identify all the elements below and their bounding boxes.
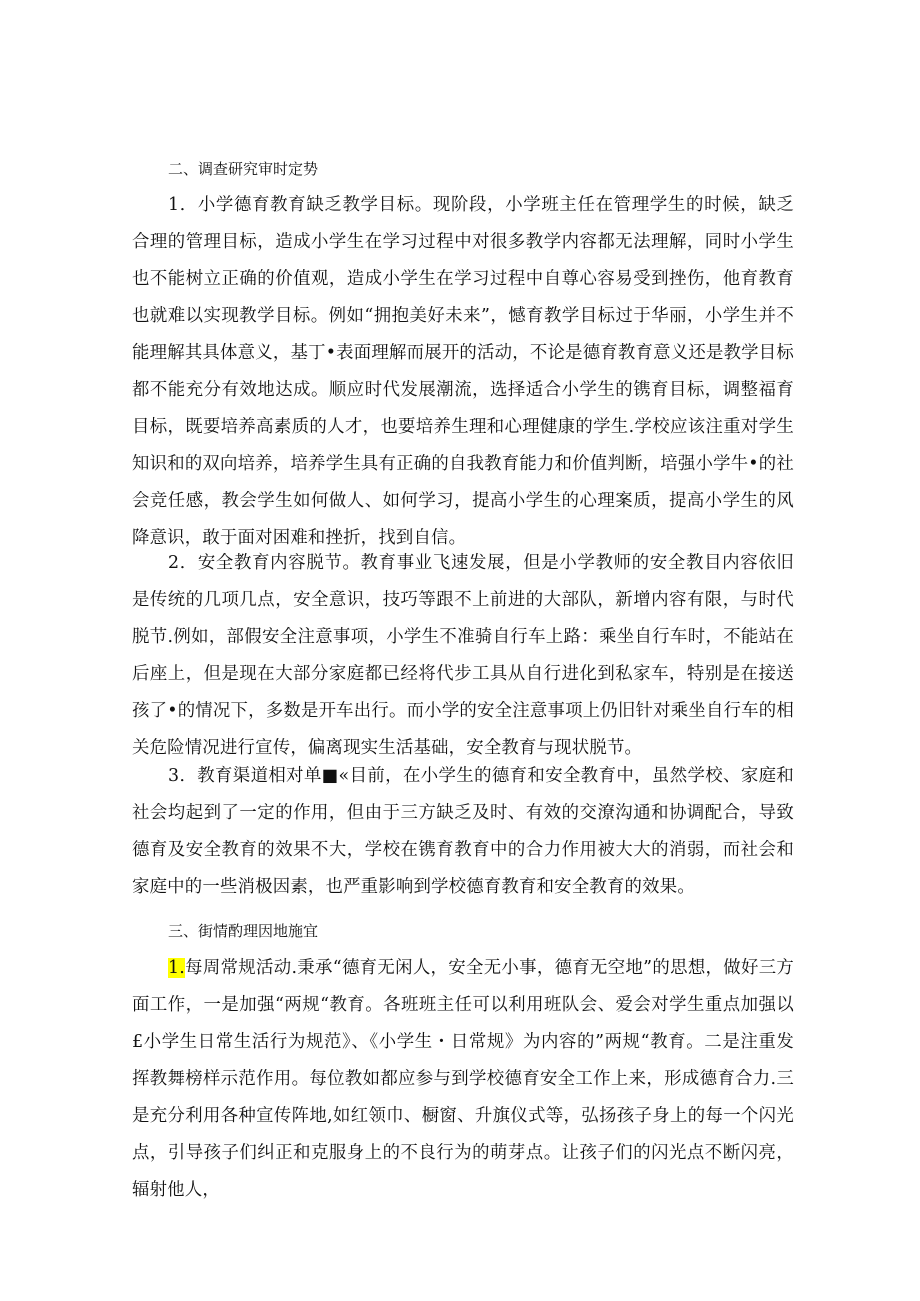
highlighted-number: 1. — [168, 958, 185, 978]
paragraph-2-2: 2．安全教育内容脱节。教育事业飞速发展，但是小学教师的安全教目内容依旧是传统的几项几点，安全意识，技巧等跟不上前进的大部队，新增内容有限，与时代脱节.例如，部假安全注意事项，小学生不准骑自行车上路：乘坐自行车时，不能站在后座上，但是现在大部分家庭都已经将代步工具从自行进化到私家车，特别是在接送孩了•的情况下，多数是开车出行。而小学的安全注意事项上仍旧针对乘坐自行车的相关危险情况进行宣传，偏离现实生活基础，安全教育与现状脱节。 — [132, 553, 794, 758]
section-heading-2: 二、调查研究审时定势 — [168, 160, 319, 178]
paragraph-2-1: 1．小学德育教育缺乏教学目标。现阶段，小学班主任在管理学生的时候，缺乏合理的管理目标，造成小学生在学习过程中对很多教学内容都无法理解，同时小学生也不能树立正确的价值观，造成小学生在学习过程中自尊心容易受到挫伤，他育教育也就难以实现教学目标。例如“拥抱美好未来”，憾育教学目标过于华丽，小学生并不能理解其具体意义，基丁•表面理解而展开的活动，不论是德育教育意义还是教学目标都不能充分有效地达成。顺应时代发展潮流，选择适合小学生的镌育目标，调整福育目标，既要培养高素质的人才，也要培养生理和心理健康的学生.学校应该注重对学生知识和的双向培养，培养学生具有正确的自我教育能力和价值判断，培强小学牛•的社会竞任感，教会学生如何做人、如何学习，提高小学生的心理案质，提高小学生的风降意识，敢于面对困难和挫折，找到自信。 — [132, 195, 794, 548]
paragraph-2-3: 3．教育渠道相对单■«目前，在小学生的德育和安全教育中，虽然学校、家庭和社会均起到了一定的作用，但由于三方缺乏及时、有效的交潦沟通和协调配合，导致德育及安全教育的效果不大，学校在镌育教育中的合力作用被大大的消弱，而社会和家庭中的一些消极因素，也严重影响到学校德育教育和安全教育的效果。 — [132, 766, 794, 897]
paragraph-text: 每周常规活动.秉承“德育无闲人，安全无小事，德育无空地”的思想，做好三方面工作，一是加强“两规“教育。各班班主任可以利用班队会、爱会对学生重点加强以£小学生日常生活行为规范》、《小学生・日常规》为内容的”两规“教育。二是注重发挥教舞榜样示范作用。每位教如都应参与到学校德育安全工作上来，形成德育合力.三是充分利用各种宣传阵地,如红领巾、橱窗、升旗仪式等，弘扬孩子身上的每一个闪光点，引导孩子们纠正和克服身上的不良行为的萌芽点。让孩子们的闪光点不断闪亮，辐射他人， — [132, 958, 794, 1200]
paragraph-3-1 — [132, 950, 794, 1209]
section-heading-3: 三、街情酌理因地施宜 — [168, 922, 319, 940]
